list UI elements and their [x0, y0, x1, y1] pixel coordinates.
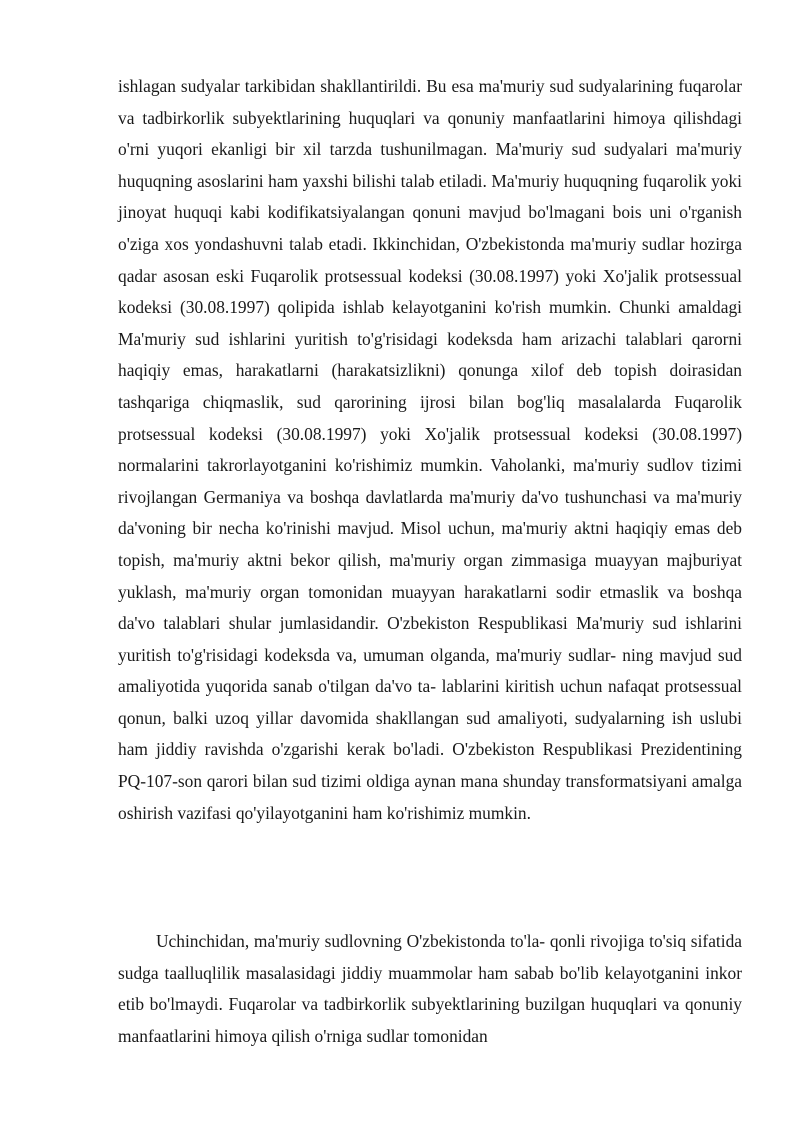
- paragraph-text: Uchinchidan, ma'muriy sudlovning O'zbekistonda to'la- qonli rivojiga to'siq sifatida sudga taalluqlilik masalasidagi jiddiy muammolar ham sabab bo'lib kelayotganini inkor etib bo'lmaydi. Fuqarolar va tadbirkorlik subyektlarining buzilgan huquqlari va qonuniy manfaatlarini himoya qilish o'rniga sudlar tomonidan: [118, 931, 742, 1046]
- paragraph-text: ishlagan sudyalar tarkibidan shakllantirildi. Bu esa ma'muriy sud sudyalarining fuqarolar va tadbirkorlik subyektlarining huquqlari va qonuniy manfaatlarini himoya qilishdagi o'rni yuqori ekanligi bir xil tarzda tushunilmagan. Ma'muriy sud sudyalari ma'muriy huquqning asoslarini ham yaxshi bilishi talab etiladi. Ma'muriy huquqning fuqarolik yoki jinoyat huquqi kabi kodifikatsiyalangan qonuni mavjud bo'lmagani bois uni o'rganish o'ziga xos yondashuvni talab etadi. Ikkinchidan, O'zbekistonda ma'muriy sudlar hozirga qadar asosan eski Fuqarolik protsessual kodeksi (30.08.1997) yoki Xo'jalik protsessual kodeksi (30.08.1997) qolipida ishlab kelayotganini ko'rish mumkin. Chunki amaldagi Ma'muriy sud ishlarini yuritish to'g'risidagi kodeksda ham arizachi talablari qarorni haqiqiy emas, harakatlarni (harakatsizlikni) qonunga xilof deb topish doirasidan tashqariga chiqmaslik, sud qarorining ijrosi bilan bog'liq masalalarda Fuqarolik protsessual kodeksi (30.08.1997) yoki Xo'jalik protsessual kodeksi (30.08.1997) normalarini takrorlayotganini ko'rishimiz mumkin. Vaholanki, ma'muriy sudlov tizimi rivojlangan Germaniya va boshqa davlatlarda ma'muriy da'vo tushunchasi va ma'muriy da'voning bir necha ko'rinishi mavjud. Misol uchun, ma'muriy aktni haqiqiy emas deb topish, ma'muriy aktni bekor qilish, ma'muriy organ zimmasiga muayyan majburiyat yuklash, ma'muriy organ tomonidan muayyan harakatlarni sodir etmaslik va boshqa da'vo talablari shular jumlasidandir. O'zbekiston Respublikasi Ma'muriy sud ishlarini yuritish to'g'risidagi kodeksda va, umuman olganda, ma'muriy sudlar- ning mavjud sud amaliyotida yuqorida sanab o'tilgan da'vo ta- lablarini kiritish uchun nafaqat protsessual qonun, balki uzoq yillar davomida shakllangan sud amaliyoti, sudyalarning ish uslubi ham jiddiy ravishda o'zgarishi kerak bo'ladi. O'zbekiston Respublikasi Prezidentining PQ-107-son qarori bilan sud tizimi oldiga aynan mana shunday transformatsiyani amalga oshirish vazifasi qo'yilayotganini ham ko'rishimiz mumkin.: [118, 76, 742, 823]
- body-paragraph: [118, 71, 742, 829]
- body-paragraph: [118, 926, 742, 1052]
